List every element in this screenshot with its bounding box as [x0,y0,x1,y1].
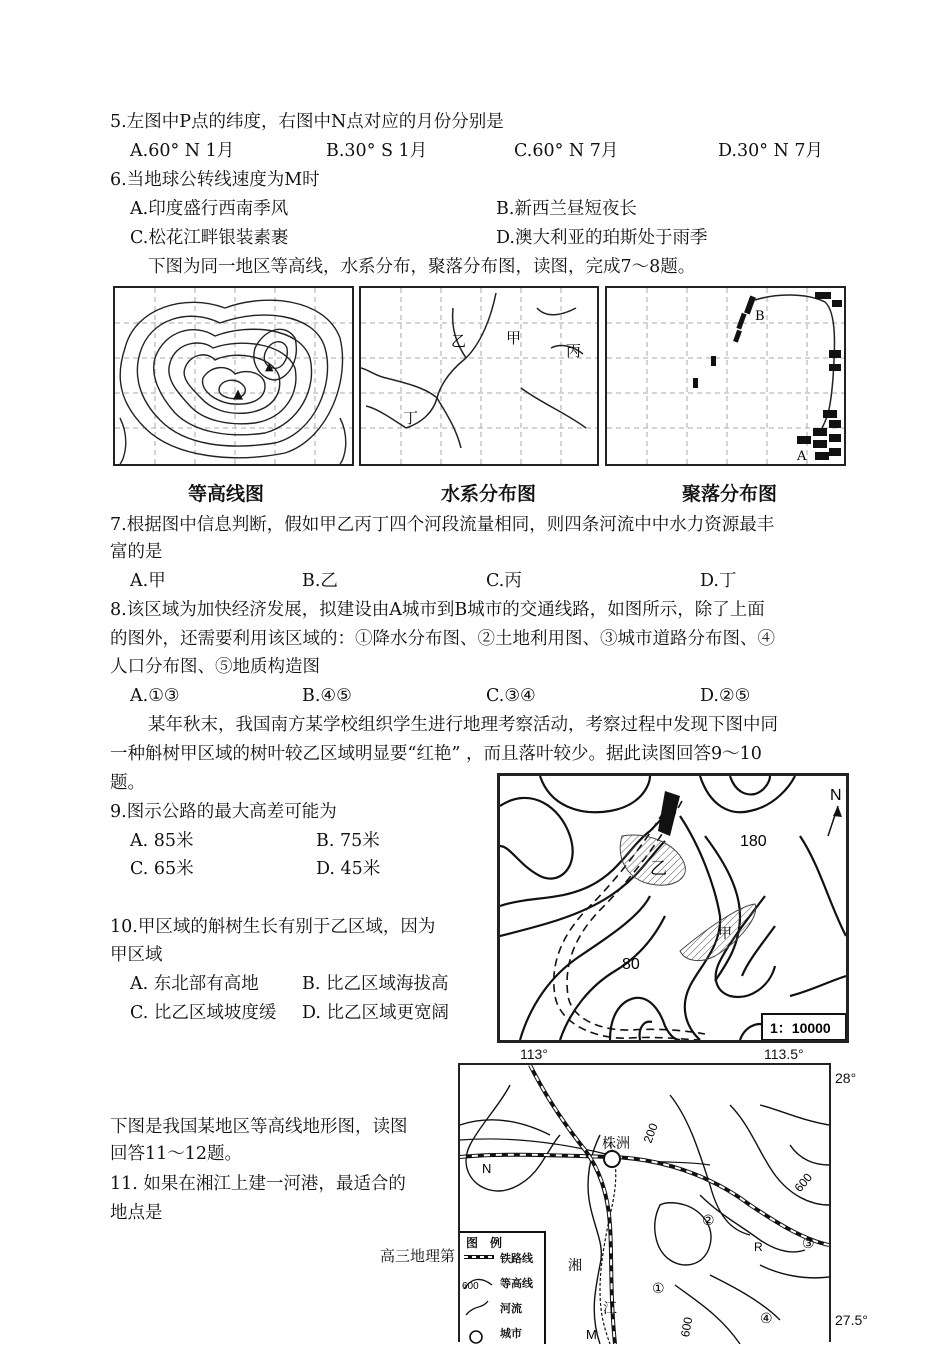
q8-stem-line2: 的图外，还需要利用该区域的：①降水分布图、②土地利用图、③城市道路分布图、④ [110,629,775,649]
q10-option-a: A. 东北部有高地 [130,974,259,994]
q11-stem-line1: 11. 如果在湘江上建一河港，最适合的 [110,1174,406,1194]
intro-9-10-line1: 某年秋末，我国南方某学校组织学生进行地理考察活动，考察过程中发现下图中同 [148,715,778,735]
q8-stem-line3: 人口分布图、⑤地质构造图 [110,657,320,677]
point-label-m: M [586,1327,597,1342]
contour-label-180: 180 [740,833,767,850]
q7-option-d: D.丁 [700,571,737,591]
q10-stem-line2: 甲区域 [110,945,163,965]
legend-item-city: 城市 [500,1327,522,1340]
q6-option-d: D.澳大利亚的珀斯处于雨季 [496,228,708,248]
intro-9-10-line2: 一种斛树甲区域的树叶较乙区域明显要“红艳” ，而且落叶较少。据此读图回答9～10 [110,744,762,764]
zone-label-yi: 乙 [650,859,667,879]
intro-11-12-line2: 回答11～12题。 [110,1144,243,1164]
city-label-zhuzhou: 株洲 [602,1136,630,1152]
legend-contour-value: 600 [462,1281,479,1292]
legend-title: 图 例 [466,1236,503,1250]
river-label-yi: 乙 [451,332,467,350]
legend-symbols [462,1249,496,1345]
contour-label-600-b: 600 [678,1315,696,1339]
zone-label-jia: 甲 [718,926,732,942]
q8-option-a: A.①③ [130,686,180,706]
river-map-drawing [361,288,597,464]
q6-stem: 6.当地球公转线速度为M时 [110,170,320,190]
contour-peak-mark-1: ▲ [233,387,243,402]
q6-option-c: C.松花江畔银装素裹 [130,228,289,248]
q9-option-a: A. 85米 [130,831,194,851]
latitude-top-label: 28° [835,1070,857,1086]
river-map-caption: 水系分布图 [441,483,537,505]
settlement-label-a: A [797,449,807,464]
intro-11-12-line1: 下图是我国某地区等高线地形图，读图 [110,1117,408,1137]
q8-option-d: D.②⑤ [700,686,751,706]
river-label-bing: 丙 [566,342,582,360]
map-scale: 1：10000 [770,1020,831,1036]
legend-item-railway: 铁路线 [500,1252,533,1265]
q8-option-b: B.④⑤ [302,686,352,706]
legend-item-contour: 等高线 [500,1277,533,1290]
q7-stem-line2: 富的是 [110,542,163,562]
q9-option-b: B. 75米 [316,831,380,851]
q7-stem-line1: 7.根据图中信息判断，假如甲乙丙丁四个河段流量相同，则四条河流中中水力资源最丰 [110,515,775,535]
settlement-map-panel [605,286,846,466]
contour-label-80: 80 [622,956,640,973]
point-label-r: R [754,1240,763,1254]
north-arrow-label: N [830,787,842,804]
road-contour-map [497,773,849,1043]
page-footer: 高三地理第 [380,1247,456,1265]
q7-option-c: C.丙 [486,571,522,591]
topo-map [458,1063,831,1342]
q7-option-b: B.乙 [302,571,338,591]
q8-stem-line1: 8.该区域为加快经济发展，拟建设由A城市到B城市的交通线路，如图所示，除了上面 [110,600,765,620]
site-label-1: ① [652,1281,665,1297]
site-label-4: ④ [760,1311,773,1327]
q9-stem: 9.图示公路的最大高差可能为 [110,802,337,822]
settlement-map-caption: 聚落分布图 [682,483,778,505]
q5-option-b: B.30° S 1月 [326,141,428,161]
q8-option-c: C.③④ [486,686,536,706]
settlement-map-drawing [607,288,844,464]
river-label-jia: 甲 [506,329,522,347]
contour-label-200: 200 [640,1121,661,1145]
latitude-bottom-label: 27.5° [835,1312,868,1328]
q5-stem: 5.左图中P点的纬度，右图中N点对应的月份分别是 [110,112,504,132]
q10-stem-line1: 10.甲区域的斛树生长有别于乙区域，因为 [110,917,436,937]
longitude-right-label: 113.5° [764,1046,804,1062]
river-label-xiang: 湘 [568,1258,582,1274]
river-label-ding: 丁 [403,409,419,427]
q11-stem-line2: 地点是 [110,1203,163,1223]
site-label-3: ③ [802,1236,815,1252]
road-contour-drawing [500,776,846,1040]
point-label-n: N [482,1161,492,1176]
q6-option-a: A.印度盛行西南季风 [130,199,289,219]
contour-map-drawing [115,288,352,464]
contour-map-caption: 等高线图 [188,483,265,505]
legend-item-river: 河流 [500,1302,522,1315]
q6-option-b: B.新西兰昼短夜长 [496,199,637,219]
contour-peak-mark-2: ▲ [265,360,274,373]
settlement-label-b: B [755,309,765,324]
contour-map-panel [113,286,354,466]
q10-option-d: D. 比乙区域更宽阔 [302,1003,450,1023]
q9-option-c: C. 65米 [130,859,194,879]
q9-option-d: D. 45米 [316,859,381,879]
q5-option-a: A.60° N 1月 [130,141,235,161]
contour-label-600-a: 600 [791,1170,816,1195]
site-label-2: ② [702,1213,715,1229]
river-label-jiang: 江 [603,1301,617,1317]
q7-option-a: A.甲 [130,571,166,591]
river-map-panel [359,286,599,466]
q5-option-d: D.30° N 7月 [718,141,824,161]
q10-option-c: C. 比乙区域坡度缓 [130,1003,277,1023]
q5-option-c: C.60° N 7月 [514,141,619,161]
map-legend [460,1231,546,1344]
intro-7-8: 下图为同一地区等高线，水系分布，聚落分布图，读图，完成7～8题。 [148,257,696,277]
q10-option-b: B. 比乙区域海拔高 [302,974,449,994]
intro-9-10-line3: 题。 [110,773,145,793]
longitude-left-label: 113° [520,1046,548,1062]
